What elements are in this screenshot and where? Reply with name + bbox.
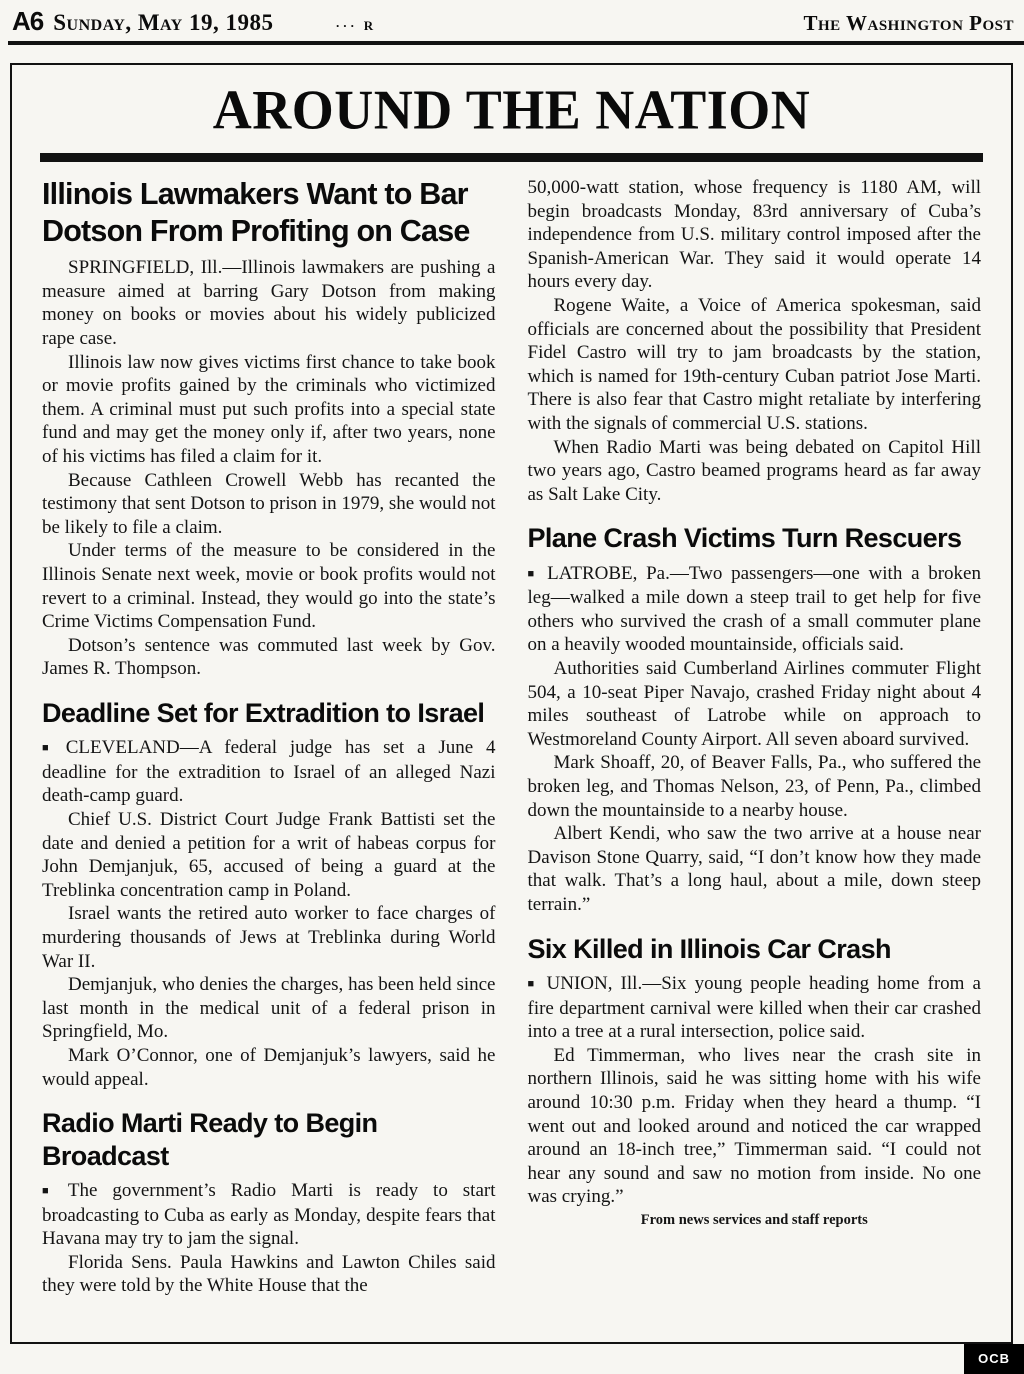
article-paragraph: Chief U.S. District Court Judge Frank Battisti set the date and denied a petition for a writ of habeas corpus for John Demjanjuk, 65, accused of being a guard at the Treblinka concentration camp in Poland.: [42, 809, 496, 901]
article-headline: Illinois Lawmakers Want to Bar Dotson From Profiting on Case: [42, 177, 470, 248]
right-column: [528, 176, 982, 1298]
article-paragraph: ■ LATROBE, Pa.—Two passengers—one with a broken leg—walked a mile down a steep trail to get help for five others who survived the crash of a small commuter plane on a heavily wooded mountainside, officials said.: [527, 562, 981, 656]
article-paragraph: ■ The government’s Radio Marti is ready to start broadcasting to Cuba as early as Monday, despite fears that Havana may try to jam the signal.: [42, 1179, 496, 1250]
article-paragraph: When Radio Marti was being debated on Capitol Hill two years ago, Castro beamed programs heard as far away as Salt Lake City.: [527, 436, 981, 505]
masthead: [12, 6, 1014, 37]
article-paragraph: Rogene Waite, a Voice of America spokesman, said officials are concerned about the possibility that President Fidel Castro will try to jam broadcasts by the station, which is named for 19th-century Cuban patriot Jose Marti. There is also fear that Castro might retaliate by interfering with the signals of commercial U.S. stations.: [527, 294, 981, 434]
article-headline: Plane Crash Victims Turn Rescuers: [527, 523, 962, 554]
content-frame: [10, 63, 1013, 1344]
article-paragraph: Mark Shoaff, 20, of Beaver Falls, Pa., who suffered the broken leg, and Thomas Nelson, 23, of Penn, Pa., climbed down the mountainside to a nearby house.: [527, 752, 981, 821]
article-paragraph: Florida Sens. Paula Hawkins and Lawton Chiles said they were told by the White House that the: [42, 1251, 496, 1297]
columns: [12, 162, 1011, 1298]
masthead-rule-divider: [8, 41, 1024, 45]
news-article: [528, 176, 982, 506]
article-paragraph: Ed Timmerman, who lives near the crash site in northern Illinois, said he was sitting home with his wife around 10:30 p.m. Friday when they heard a thump. “I went out and looked around and noticed the car wrapped around an 18-inch tree,” Timmerman said. “I could not hear any sound and saw no motion from inside. No one was crying.”: [527, 1044, 981, 1208]
article-paragraph: 50,000-watt station, whose frequency is 1180 AM, will begin broadcasts Monday, 83rd anniversary of Cuba’s independence from U.S. military control imposed after the Spanish-American War. They said it would operate 14 hours every day.: [527, 177, 981, 293]
article-paragraph: Dotson’s sentence was commuted last week by Gov. James R. Thompson.: [42, 634, 496, 680]
news-article: [528, 522, 982, 916]
date-line: Sunday, May 19, 1985: [53, 10, 274, 35]
article-paragraph: Mark O’Connor, one of Demjanjuk’s lawyers, said he would appeal.: [42, 1044, 496, 1090]
article-paragraph: Under terms of the measure to be considered in the Illinois Senate next week, movie or book profits would not revert to a criminal. Instead, they would go into the state’s Crime Victims Compensation Fund.: [42, 540, 496, 633]
edition-mark: ··· R: [335, 18, 377, 33]
square-bullet-icon: ■: [42, 1184, 59, 1197]
article-headline: Six Killed in Illinois Car Crash: [527, 933, 891, 964]
news-article: [528, 933, 982, 1229]
article-paragraph: Illinois law now gives victims first chance to take book or movie profits gained by the criminals who victimized them. A criminal must put such profits into a special state fund and may get the money only if, after two years, none of his victims has filed a claim for it.: [42, 351, 496, 467]
article-paragraph: Albert Kendi, who saw the two arrive at a house near Davison Stone Quarry, said, “I don’t know how they made that walk. That’s a long haul, about a mile, down steep terrain.”: [527, 823, 981, 916]
square-bullet-icon: ■: [527, 567, 539, 580]
article-paragraph: Israel wants the retired auto worker to face charges of murdering thousands of Jews at Treblinka during World War II.: [42, 903, 496, 972]
square-bullet-icon: ■: [527, 978, 538, 990]
article-paragraph: SPRINGFIELD, Ill.—Illinois lawmakers are pushing a measure aimed at barring Gary Dotson from making money on books or movies about his widely publicized rape case.: [42, 257, 496, 349]
page-number: A6: [12, 6, 44, 36]
square-bullet-icon: ■: [42, 742, 57, 755]
article-paragraph: ■ CLEVELAND—A federal judge has set a June 4 deadline for the extradition to Israel of an alleged Nazi death-camp guard.: [42, 737, 496, 807]
left-column: [42, 176, 496, 1298]
article-paragraph: Authorities said Cumberland Airlines commuter Flight 504, a 10-seat Piper Navajo, crashed Friday night about 4 miles southeast of Latrobe while on approach to Westmoreland County Airport. All seven aboard survived.: [527, 658, 981, 750]
article-paragraph: Demjanjuk, who denies the charges, has been held since last month in the medical unit of a federal prison in Springfield, Mo.: [42, 974, 496, 1043]
section-title-rule-divider: [40, 153, 983, 162]
article-headline: Radio Marti Ready to Begin Broadcast: [42, 1108, 378, 1171]
credit-line: From news services and staff reports: [640, 1211, 868, 1228]
article-paragraph: Because Cathleen Crowell Webb has recanted the testimony that sent Dotson to prison in 1979, she would not be likely to file a claim.: [42, 469, 496, 538]
news-article: [42, 697, 496, 1091]
news-article: [42, 176, 496, 681]
corner-badge: OCB: [964, 1344, 1024, 1374]
article-headline: Deadline Set for Extradition to Israel: [42, 697, 485, 728]
section-title: AROUND THE NATION: [212, 78, 811, 142]
paper-name: The Washington Post: [803, 11, 1014, 35]
news-article: [42, 1107, 496, 1298]
masthead-left: [12, 6, 376, 37]
article-paragraph: ■ UNION, Ill.—Six young people heading home from a fire department carnival were killed when their car crashed into a tree at a rural intersection, police said.: [527, 973, 981, 1043]
